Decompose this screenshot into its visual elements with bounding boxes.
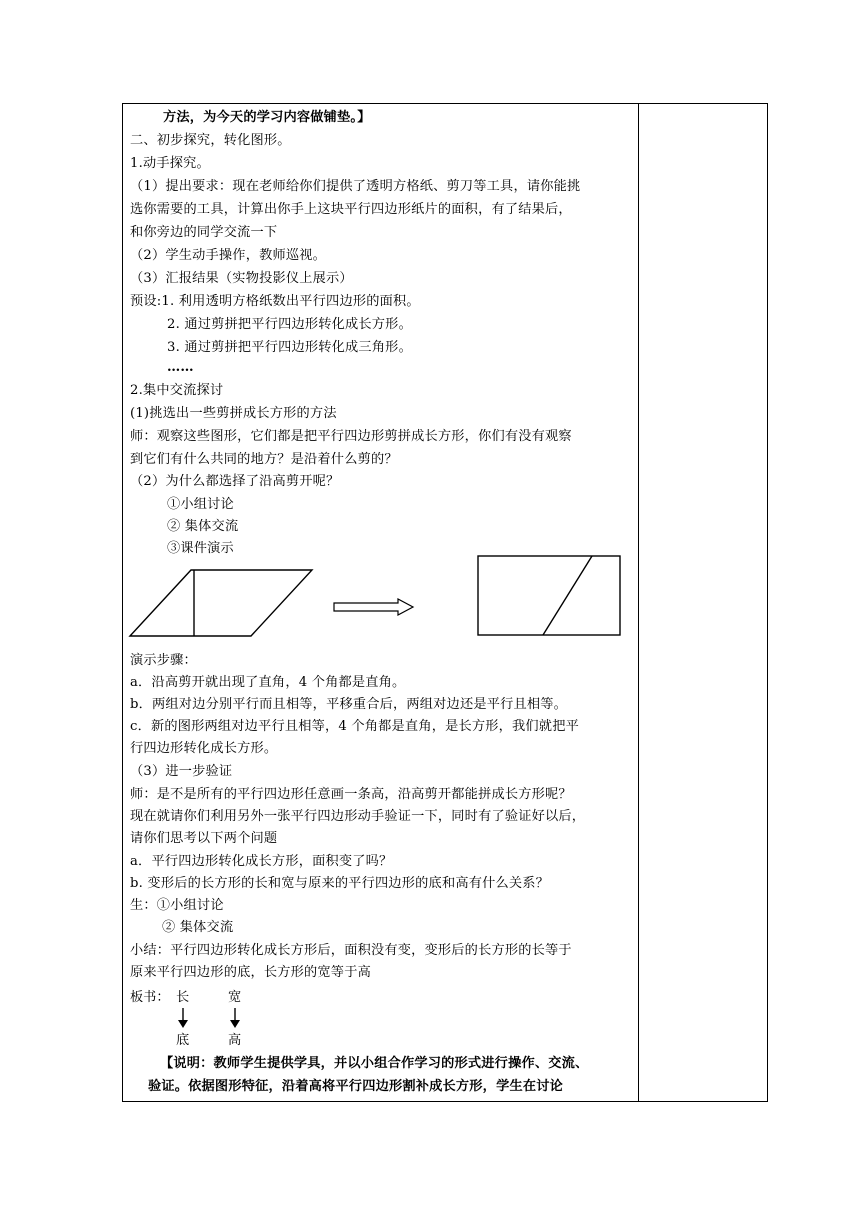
text-line: 和你旁边的同学交流一下 [130, 225, 278, 240]
text-line: …… [167, 360, 194, 375]
slant-line [543, 556, 592, 635]
text-line: （1）提出要求：现在老师给你们提供了透明方格纸、剪刀等工具，请你能挑 [130, 179, 581, 194]
text-line: 原来平行四边形的底，长方形的宽等于高 [130, 965, 371, 980]
text-line: a．平行四边形转化成长方形，面积变了吗？ [130, 854, 393, 869]
text-line: 师：是不是所有的平行四边形任意画一条高，沿高剪开都能拼成长方形呢？ [130, 787, 572, 802]
text-line: 验证。依据图形特征，沿着高将平行四边形割补成长方形，学生在讨论 [148, 1079, 564, 1094]
text-line: 到它们有什么共同的地方？是沿着什么剪的？ [130, 452, 398, 467]
table-column-divider [638, 103, 639, 1102]
rectangle-shape [478, 556, 620, 635]
text-line: 二、初步探究，转化图形。 [130, 133, 291, 148]
text-line: （2）学生动手操作，教师巡视。 [130, 248, 327, 263]
board-bottom-right: 高 [228, 1033, 242, 1048]
text-line: 3. 通过剪拼把平行四边形转化成三角形。 [167, 340, 412, 355]
text-line: a．沿高剪开就出现了直角，4 个角都是直角。 [130, 675, 406, 690]
text-line: （2）为什么都选择了沿高剪开呢？ [130, 474, 340, 489]
board-prefix: 板书： [130, 990, 170, 1005]
text-line: 【说明：教师学生提供学具，并以小组合作学习的形式进行操作、交流、 [160, 1056, 589, 1071]
board-bottom-left: 底 [176, 1033, 190, 1048]
text-line: 1.动手探究。 [130, 156, 210, 171]
text-line: b. 变形后的长方形的长和宽与原来的平行四边形的底和高有什么关系？ [130, 876, 550, 891]
text-line: 现在就请你们利用另外一张平行四边形动手验证一下，同时有了验证好以后， [130, 809, 586, 824]
parallelogram-shape [130, 570, 312, 636]
parallelogram-to-rectangle-diagram [122, 552, 638, 648]
down-arrow-icon [174, 1007, 192, 1029]
text-line: ③课件演示 [167, 541, 234, 556]
text-line: （3）汇报结果（实物投影仪上展示） [130, 271, 353, 286]
text-line: 2. 通过剪拼把平行四边形转化成长方形。 [167, 317, 412, 332]
text-line: 2.集中交流探讨 [130, 383, 224, 398]
text-line: b．两组对边分别平行而且相等，平移重合后，两组对边还是平行且相等。 [130, 697, 568, 712]
text-line: 小结：平行四边形转化成长方形后，面积没有变，变形后的长方形的长等于 [130, 943, 572, 958]
transform-arrow-icon [334, 599, 413, 615]
text-line: 请你们思考以下两个问题 [130, 831, 278, 846]
text-line: 生：①小组讨论 [130, 898, 224, 913]
text-line: 预设:1. 利用透明方格纸数出平行四边形的面积。 [130, 294, 420, 309]
board-top-right: 宽 [228, 990, 242, 1005]
text-line: (1)挑选出一些剪拼成长方形的方法 [130, 406, 337, 421]
text-line: （3）进一步验证 [130, 764, 233, 779]
text-line: 选你需要的工具，计算出你手上这块平行四边形纸片的面积，有了结果后， [130, 202, 572, 217]
text-line: ② 集体交流 [162, 920, 234, 935]
text-line: ①小组讨论 [167, 497, 234, 512]
board-top-left: 长 [176, 990, 190, 1005]
text-line: 行四边形转化成长方形。 [130, 741, 278, 756]
text-line: 演示步骤： [130, 653, 197, 668]
down-arrow-icon [226, 1007, 244, 1029]
text-line: 方法，为今天的学习内容做铺垫。】 [163, 110, 371, 125]
text-line: ② 集体交流 [167, 519, 239, 534]
text-line: 师：观察这些图形，它们都是把平行四边形剪拼成长方形，你们有没有观察 [130, 429, 572, 444]
text-line: c．新的图形两组对边平行且相等，4 个角都是直角，是长方形，我们就把平 [130, 719, 579, 734]
